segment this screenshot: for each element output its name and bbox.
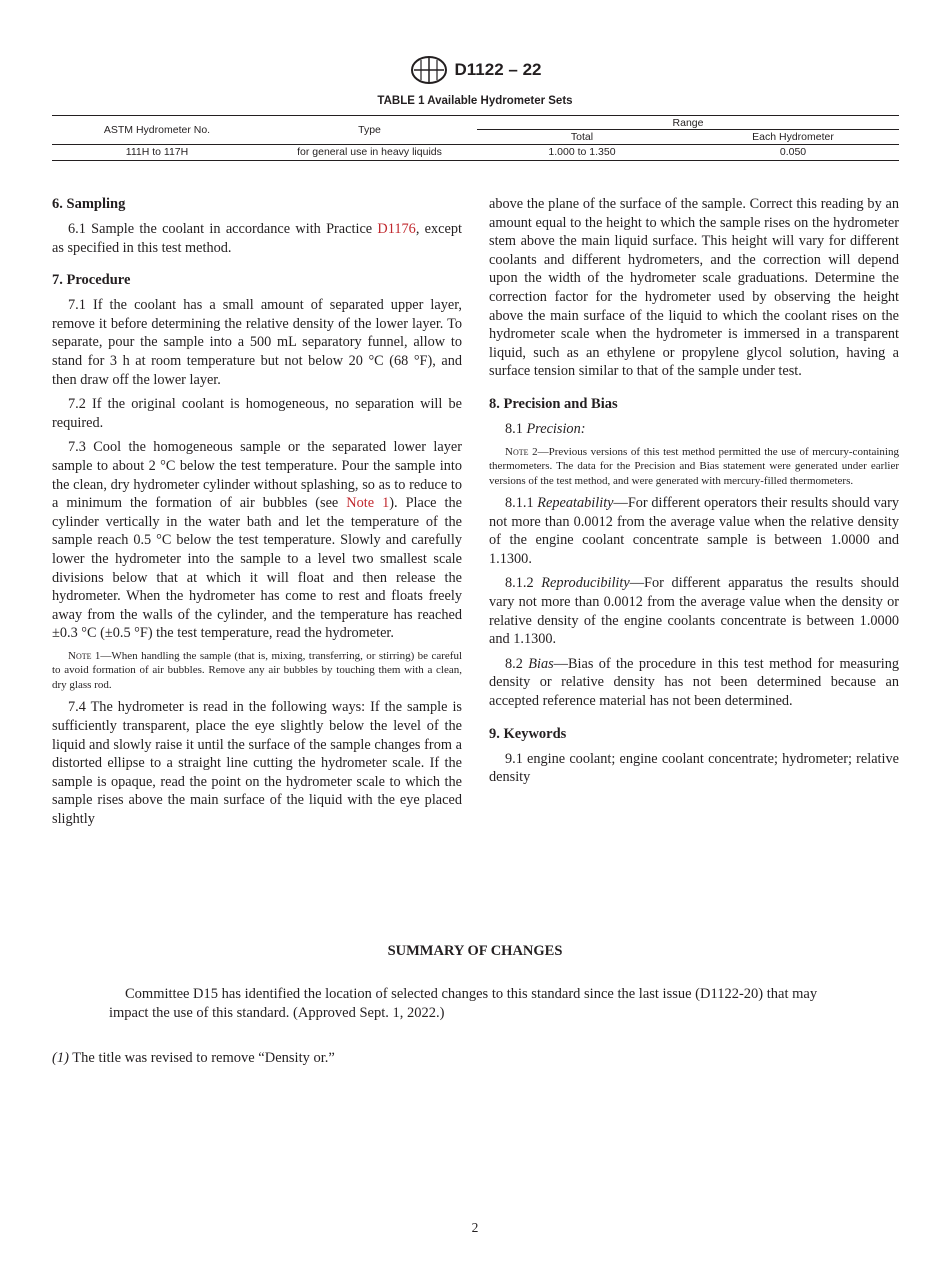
document-id: D1122 – 22 <box>454 60 542 79</box>
cell-hydrometer-no: 111H to 117H <box>125 146 189 158</box>
paragraph-7-4-continued: above the plane of the surface of the sample. Correct this reading by an amount equal to the height to which the sample rises on the hydrometer stem above the main liquid surface. This height will vary for different coolants and different hydrometers, and the correction will depend upon the width of the hydrometer scale graduations. Determine the correction factor for the hydrometer used by observing the height above the main surface of the liquid to which the coolant rises on the hydrometer scale when the hydrometer is immersed in a transparent liquid, such as an ethylene or propylene glycol solution, having a surface tension similar to that of the sample under test. <box>489 196 899 380</box>
header-total: Total <box>570 131 594 143</box>
section-7-title: 7. Procedure <box>52 272 131 289</box>
cell-total: 1.000 to 1.350 <box>548 146 616 158</box>
table-title: TABLE 1 Available Hydrometer Sets <box>377 95 573 107</box>
paragraph-8-2-text: —Bias of the procedure in this test method for measuring density or relative density has not been determined because an accepted reference material has not been determined. <box>489 655 899 709</box>
paragraph-7-3 <box>52 438 462 643</box>
header-each-hydrometer: Each Hydrometer <box>752 131 834 143</box>
paragraph-9-1: 9.1 engine coolant; engine coolant concentrate; hydrometer; relative density <box>489 750 899 786</box>
cell-each-hydrometer: 0.050 <box>779 146 807 158</box>
summary-text: Committee D15 has identified the location of selected changes to this standard since the last issue (D1122-20) that may impact the use of this standard. (Approved Sept. 1, 2022.) <box>109 986 818 1021</box>
note-2-text: 2—Previous versions of this test method permitted the use of mercury-containing thermometers. The data for the Precision and Bias statement were generated under earlier versions of the test method, and were generated with mercury-filled thermometers. <box>489 445 899 487</box>
repeatability-label: Repeatability <box>537 495 614 512</box>
table-top-rule <box>52 115 899 116</box>
paragraph-8-1-number: 8.1 <box>505 420 527 437</box>
paragraph-8-1-2 <box>489 574 899 648</box>
paragraph-7-3-text-end: ). Place the cylinder vertically in the water bath and let the temperature of the sample reach 0.5 °C below the test temperature. Slowly and carefully lower the hydrometer into the sample to a level two smallest scale divisions below that at which it will float and then release the hydrometer. When the hydrometer has come to rest and floats freely away from the walls of the cylinder, and the temperature has reached ±0.3 °C (±0.5 °F) the test temperature, read the hydrometer. <box>52 495 462 642</box>
paragraph-7-2: 7.2 If the original coolant is homogeneous, no separation will be required. <box>52 396 462 431</box>
note-1-label: Note <box>68 649 92 662</box>
section-6-title: 6. Sampling <box>52 196 126 212</box>
paragraph-7-4: 7.4 The hydrometer is read in the following ways: If the sample is sufficiently transparent, place the eye slightly below the level of the liquid and slowly raise it until the surface of the sample changes from a distorted ellipse to a straight line cutting the hydrometer scale. If the sample is opaque, read the point on the hydrometer scale to which the sample rises above the main surface of the liquid with the eye placed slightly <box>52 699 462 827</box>
change-item-text: The title was revised to remove “Density or.” <box>68 1050 335 1066</box>
paragraph-8-1 <box>489 420 899 439</box>
header-type: Type <box>358 124 381 136</box>
paragraph-6-1-text: 6.1 Sample the coolant in accordance with Practice <box>68 221 378 237</box>
table-bottom-rule <box>52 160 899 161</box>
table-header-rule <box>52 144 899 145</box>
bias-label: Bias <box>528 655 554 672</box>
paragraph-8-2 <box>489 655 899 711</box>
note-2 <box>489 445 899 489</box>
paragraph-6-1 <box>52 220 462 257</box>
reproducibility-label: Reproducibility <box>541 575 630 592</box>
paragraph-8-1-1-text: —For different operators their results should vary not more than 0.0012 from the average value when the relative density of the engine coolant concentrate sample is between 1.0000 and 1.1300. <box>489 495 899 567</box>
left-column <box>52 195 462 835</box>
page-header <box>0 55 950 85</box>
change-item-number: (1) <box>52 1050 69 1066</box>
link-note-1[interactable]: Note 1 <box>346 495 390 512</box>
section-8-title: 8. Precision and Bias <box>489 395 618 412</box>
link-d1176[interactable]: D1176 <box>377 221 416 237</box>
change-item <box>52 1049 892 1068</box>
paragraph-7-3-text: 7.3 Cool the homogeneous sample or the separated lower layer sample to about 2 °C below the test temperature. Pour the sample into the clean, dry hydrometer cylinder without splashing, so as to reduce to a minimum the formation of air bubbles (see <box>52 439 462 512</box>
header-hydrometer-no: ASTM Hydrometer No. <box>103 124 211 136</box>
right-column <box>489 195 899 793</box>
paragraph-8-1-1 <box>489 494 899 568</box>
astm-logo-icon <box>409 55 449 85</box>
paragraph-8-1-2-text: —For different apparatus the results should vary not more than 0.0012 from the average value when the density or relative density of the engine coolants concentrate is between 1.0000 and 1.1300. <box>489 575 899 648</box>
paragraph-7-1: 7.1 If the coolant has a small amount of separated upper layer, remove it before determining the relative density of the lower layer. To separate, pour the sample into a 500 mL separatory funnel, allow to stand for 3 h at room temperature but not below 20 °C (68 °F), and then draw off the lower layer. <box>52 297 462 388</box>
header-range: Range <box>672 117 704 129</box>
paragraph-8-2-number: 8.2 <box>505 655 529 672</box>
precision-label: Precision: <box>526 420 586 437</box>
note-1 <box>52 649 462 693</box>
summary-body <box>109 985 859 1023</box>
paragraph-8-1-1-number: 8.1.1 <box>505 495 538 512</box>
range-rule <box>477 129 899 130</box>
paragraph-6-1-text-end: , except as specified in this test method. <box>52 221 462 256</box>
paragraph-8-1-2-number: 8.1.2 <box>505 575 542 592</box>
note-2-label: Note <box>505 445 529 458</box>
section-9-title: 9. Keywords <box>489 725 567 742</box>
page-number: 2 <box>471 1220 479 1235</box>
note-1-text: 1—When handling the sample (that is, mixing, transferring, or stirring) be careful to avoid formation of air bubbles. Remove any air bubbles by touching them with a clean, dry glass rod. <box>52 649 462 691</box>
cell-type: for general use in heavy liquids <box>297 146 442 158</box>
summary-title: SUMMARY OF CHANGES <box>387 943 563 959</box>
